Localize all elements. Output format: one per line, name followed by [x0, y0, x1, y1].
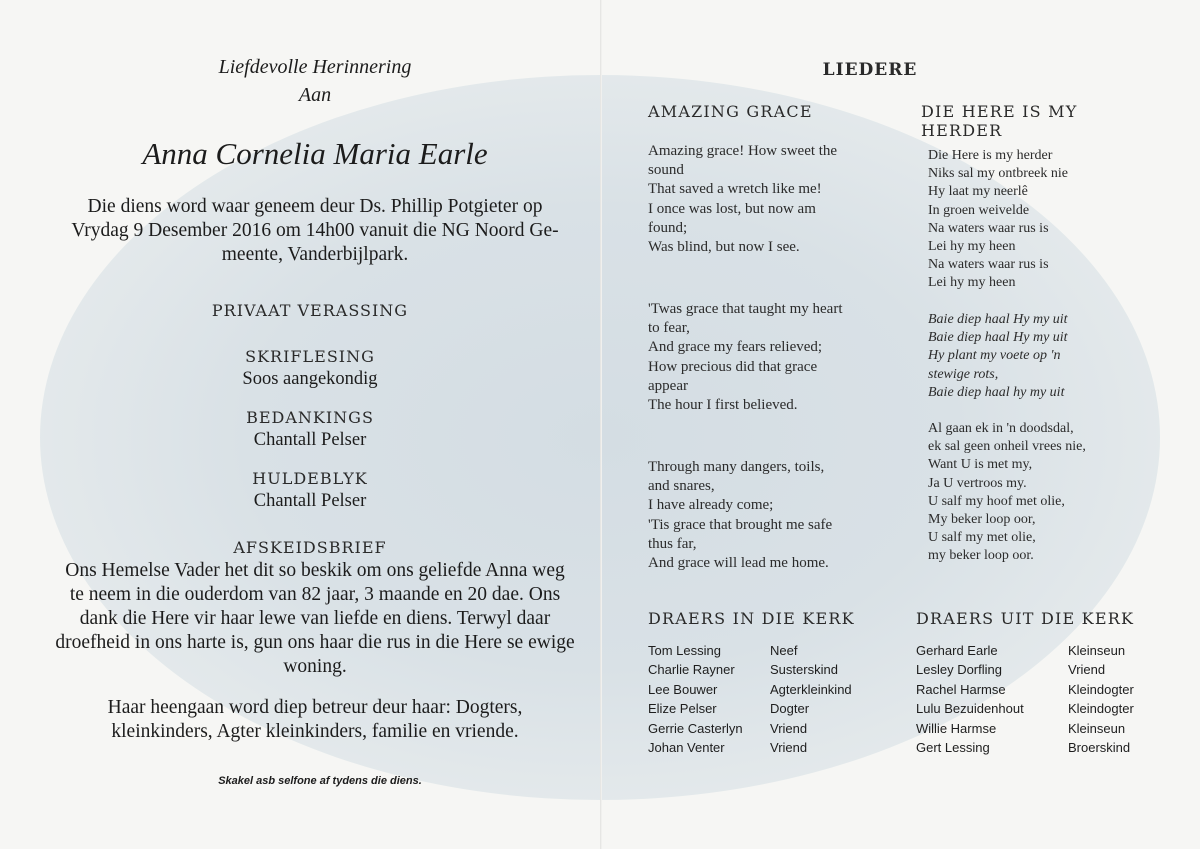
farewell-line: droefheid in ons harte is, gun ons haar die rus in die Here se ewige: [55, 632, 575, 653]
farewell-text: [30, 559, 600, 679]
lyric-line: U salf my met olie,: [928, 530, 1036, 546]
lyric-line: appear: [648, 377, 688, 394]
item-value: Soos aangekondig: [242, 369, 378, 389]
bearer-name: Tom Lessing: [648, 643, 721, 658]
item-title: SKRIFLESING: [245, 347, 375, 366]
lyric-line: 'Tis grace that brought me safe: [648, 516, 833, 533]
lyric-line: Hy laat my neerlê: [928, 184, 1028, 200]
lyric-line: Die Here is my herder: [928, 148, 1053, 163]
service-line: Vrydag 9 Desember 2016 om 14h00 vanuit die NG Noord Ge-: [71, 220, 559, 241]
bearer-relation: Vriend: [770, 720, 808, 736]
farewell-line: Ons Hemelse Vader het dit so beskik om ons geliefde Anna weg: [65, 560, 565, 581]
bearer-relation: Neef: [770, 643, 798, 658]
songs-heading: LIEDERE: [822, 60, 918, 80]
bearer-row: [916, 699, 1186, 718]
bearer-row: [648, 641, 908, 660]
page-fold: [600, 0, 602, 849]
lyric-line: sound: [648, 162, 684, 179]
bearer-relation: Vriend: [770, 740, 808, 756]
lyric-line: Baie diep haal Hy my uit: [928, 330, 1068, 346]
deceased-name: Anna Cornelia Maria Earle: [142, 136, 488, 171]
intro-line: Liefdevolle Herinnering: [218, 56, 412, 78]
service-details: [40, 195, 590, 267]
item-title: BEDANKINGS: [246, 408, 374, 427]
lyric-line: Through many dangers, toils,: [648, 459, 825, 475]
lyric-line: Baie diep haal Hy my uit: [928, 312, 1068, 327]
mourned-line: Haar heengaan word diep betreur deur haar: Dogters,: [107, 697, 523, 718]
lyric-line: thus far,: [648, 535, 697, 552]
bearer-row: [916, 680, 1186, 699]
phones-note: Skakel asb selfone af tydens die diens.: [218, 775, 422, 787]
bearer-relation: Agterkleinkind: [770, 681, 852, 697]
bearer-row: [916, 641, 1186, 660]
song1-verse: [648, 458, 832, 573]
bearer-name: Rachel Harmse: [916, 681, 1006, 697]
bearer-row: [648, 738, 908, 757]
lyric-line: I once was lost, but now am: [648, 200, 816, 217]
lyric-line: my beker loop oor.: [928, 548, 1034, 564]
aan-line: Aan: [298, 84, 332, 106]
mourned-text: [50, 696, 580, 744]
bearer-relation: Broerskind: [1068, 740, 1131, 756]
song2-verse: [928, 147, 1068, 293]
bearer-name: Gert Lessing: [916, 740, 990, 756]
mourned-line: kleinkinders, Agter kleinkinders, familie en vriende.: [111, 721, 519, 742]
lyric-line: Al gaan ek in 'n doodsdal,: [928, 421, 1074, 436]
bearer-relation: Kleinseun: [1068, 720, 1126, 736]
lyric-line: to fear,: [648, 320, 690, 337]
lyric-line: stewige rots,: [928, 366, 999, 382]
lyric-line: Amazing grace! How sweet the: [648, 143, 838, 159]
bearer-row: [648, 699, 908, 718]
bearers-church-list: [648, 641, 908, 757]
bearer-name: Elize Pelser: [648, 701, 717, 717]
lyric-line: Was blind, but now I see.: [648, 239, 800, 256]
farewell-heading: AFSKEIDSBRIEF: [233, 538, 387, 557]
lyric-line: and snares,: [648, 478, 715, 495]
bearer-name: Lulu Bezuidenhout: [916, 701, 1024, 717]
lyric-line: Hy plant my voete op 'n: [928, 348, 1061, 364]
lyric-line: U salf my hoof met olie,: [928, 493, 1065, 509]
bearer-relation: Kleindogter: [1068, 681, 1134, 697]
bearer-relation: Kleindogter: [1068, 701, 1134, 717]
bearer-row: [648, 680, 908, 699]
lyric-line: I have already come;: [648, 497, 774, 514]
service-line: meente, Vanderbijlpark.: [221, 244, 409, 265]
lyric-line: Lei hy my heen: [928, 275, 1016, 291]
lyric-line: found;: [648, 219, 688, 236]
lyric-line: 'Twas grace that taught my heart: [648, 301, 843, 317]
song2-title: DIE HERE IS MY HERDER: [921, 102, 1078, 140]
service-line: Die diens word waar geneem deur Ds. Phillip Potgieter op: [87, 196, 543, 217]
bearers-church-title: DRAERS IN DIE KERK: [648, 609, 855, 628]
lyric-line: Ja U vertroos my.: [928, 475, 1027, 491]
bearer-name: Lesley Dorfling: [916, 662, 1002, 678]
lyric-line: And grace my fears relieved;: [648, 339, 823, 356]
lyric-line: The hour I first believed.: [648, 397, 798, 414]
lyric-line: Na waters waar rus is: [928, 257, 1049, 273]
song2-verse: [928, 420, 1086, 566]
bearer-row: [648, 719, 908, 738]
lyric-line: Niks sal my ontbreek nie: [928, 166, 1068, 182]
item-title: HULDEBLYK: [252, 469, 368, 488]
lyric-line: In groen weivelde: [928, 202, 1030, 218]
song1-title: AMAZING GRACE: [648, 102, 813, 121]
lyric-line: ek sal geen onheil vrees nie,: [928, 439, 1086, 455]
song1-verse: [648, 300, 843, 415]
farewell-line: woning.: [283, 656, 347, 677]
bearer-relation: Dogter: [770, 701, 810, 717]
bearer-row: [916, 719, 1186, 738]
song2-chorus: [928, 311, 1068, 402]
bearer-relation: Susterskind: [770, 662, 838, 678]
lyric-line: Baie diep haal hy my uit: [928, 384, 1065, 400]
bearer-name: Charlie Rayner: [648, 662, 735, 678]
bearer-name: Gerrie Casterlyn: [648, 720, 743, 736]
song1-verse: [648, 142, 837, 257]
bearer-relation: Vriend: [1068, 662, 1106, 678]
item-value: Chantall Pelser: [253, 430, 367, 450]
lyric-line: And grace will lead me home.: [648, 555, 829, 572]
lyric-line: That saved a wretch like me!: [648, 181, 822, 198]
bearers-out-title: DRAERS UIT DIE KERK: [916, 609, 1135, 628]
bearer-name: Willie Harmse: [916, 720, 997, 736]
lyric-line: Lei hy my heen: [928, 239, 1016, 255]
lyric-line: My beker loop oor,: [928, 512, 1036, 528]
cremation-heading: PRIVAAT VERASSING: [211, 301, 409, 320]
bearer-row: [648, 660, 908, 679]
bearer-name: Lee Bouwer: [648, 681, 718, 697]
lyric-line: Want U is met my,: [928, 457, 1033, 473]
item-value: Chantall Pelser: [253, 491, 367, 511]
lyric-line: Na waters waar rus is: [928, 220, 1049, 236]
bearer-row: [916, 738, 1186, 757]
bearer-name: Johan Venter: [648, 740, 725, 756]
bearer-relation: Kleinseun: [1068, 643, 1126, 658]
bearers-out-list: [916, 641, 1186, 757]
bearer-row: [916, 660, 1186, 679]
bearer-name: Gerhard Earle: [916, 643, 998, 658]
lyric-line: How precious did that grace: [648, 358, 818, 375]
farewell-line: te neem in die ouderdom van 82 jaar, 3 maande en 20 dae. Ons: [69, 584, 561, 605]
farewell-line: dank die Here vir haar lewe van liefde en diens. Terwyl daar: [79, 608, 551, 629]
